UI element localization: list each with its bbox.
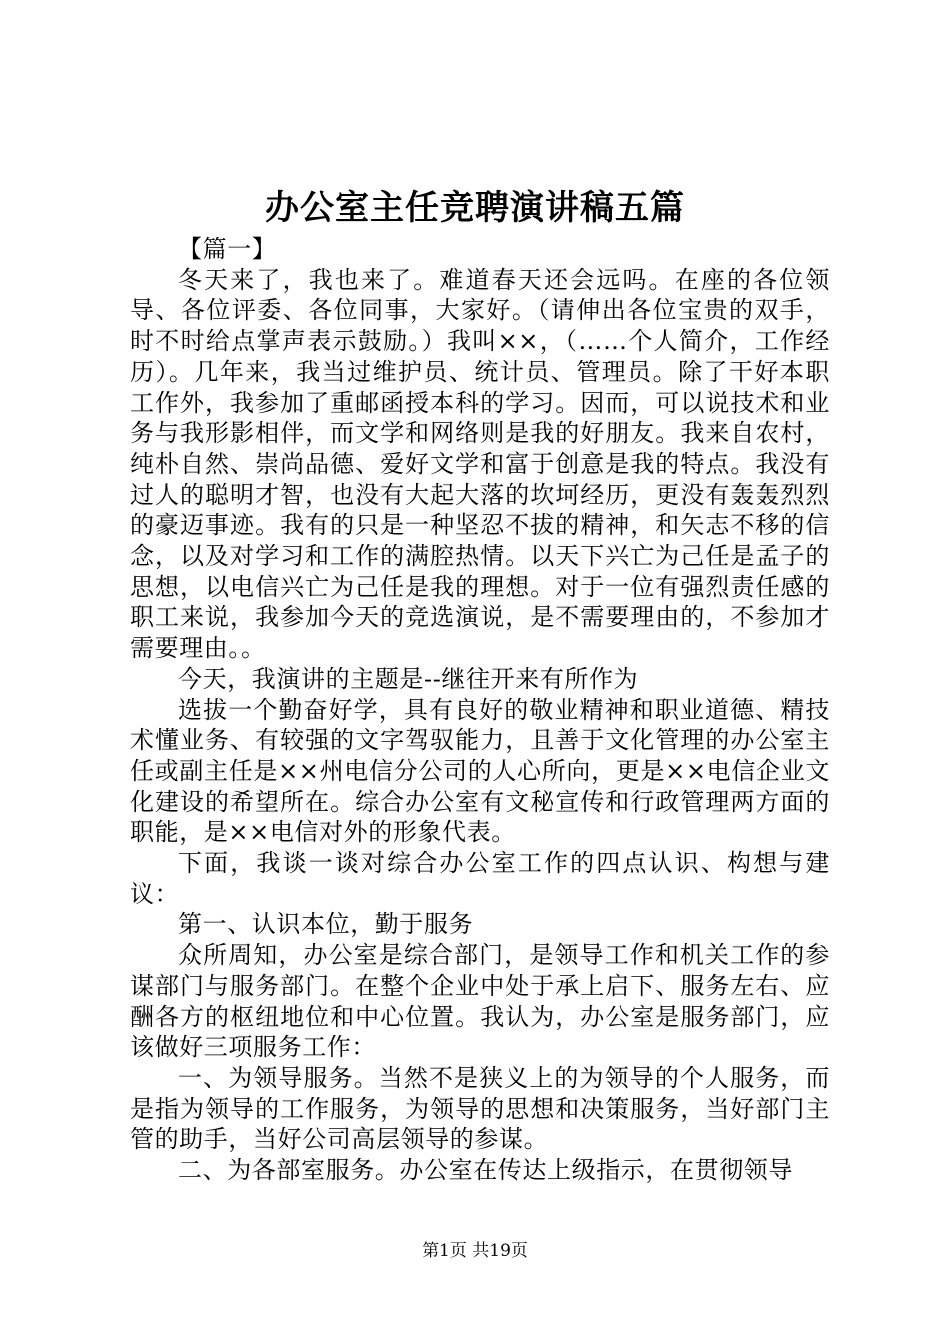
body-paragraph: 二、为各部室服务。办公室在传达上级指示，在贯彻领导 <box>178 1156 793 1185</box>
body-paragraph: 选拔一个勤奋好学，具有良好的敬业精神和职业道德、精技术懂业务、有较强的文字驾驭能力，且善于文化管理的办公室主任或副主任是××州电信分公司的人心所向，更是××电信企业文化建设的希望所在。综合办公室有文秘宣传和行政管理两方面的职能，是××电信对外的形象代表。 <box>130 695 830 847</box>
section-heading: 【篇一】 <box>178 235 277 263</box>
body-paragraph: 下面，我谈一谈对综合办公室工作的四点认识、构想与建议： <box>130 849 830 908</box>
subsection-heading: 第一、认识本位，勤于服务 <box>178 910 474 939</box>
document-title: 办公室主任竞聘演讲稿五篇 <box>265 188 685 228</box>
body-paragraph: 冬天来了，我也来了。难道春天还会远吗。在座的各位领导、各位评委、各位同事，大家好。（请伸出各位宝贵的双手，时不时给点掌声表示鼓励。）我叫××，（……个人简介，工作经历）。几年来，我当过维护员、统计员、管理员。除了干好本职工作外，我参加了重邮函授本科的学习。因而，可以说技术和业务与我形影相伴，而文学和网络则是我的好朋友。我来自农村，纯朴自然、崇尚品德、爱好文学和富于创意是我的特点。我没有过人的聪明才智，也没有大起大落的坎坷经历，更没有轰轰烈烈的豪迈事迹。我有的只是一种坚忍不拔的精神，和矢志不移的信念，以及对学习和工作的满腔热情。以天下兴亡为己任是孟子的思想，以电信兴亡为己任是我的理想。对于一位有强烈责任感的职工来说，我参加今天的竞选演说，是不需要理由的，不参加才需要理由。。 <box>130 265 830 663</box>
page-number-footer: 第1页 共19页 <box>422 1241 528 1261</box>
body-paragraph: 今天，我演讲的主题是--继往开来有所作为 <box>178 664 639 693</box>
body-paragraph: 众所周知，办公室是综合部门，是领导工作和机关工作的参谋部门与服务部门。在整个企业中处于承上启下、服务左右、应酬各方的枢纽地位和中心位置。我认为，办公室是服务部门，应该做好三项服务工作： <box>130 941 830 1062</box>
document-body <box>130 234 830 1186</box>
body-paragraph: 一、为领导服务。当然不是狭义上的为领导的个人服务，而是指为领导的工作服务，为领导的思想和决策服务，当好部门主管的助手，当好公司高层领导的参谋。 <box>130 1063 830 1154</box>
